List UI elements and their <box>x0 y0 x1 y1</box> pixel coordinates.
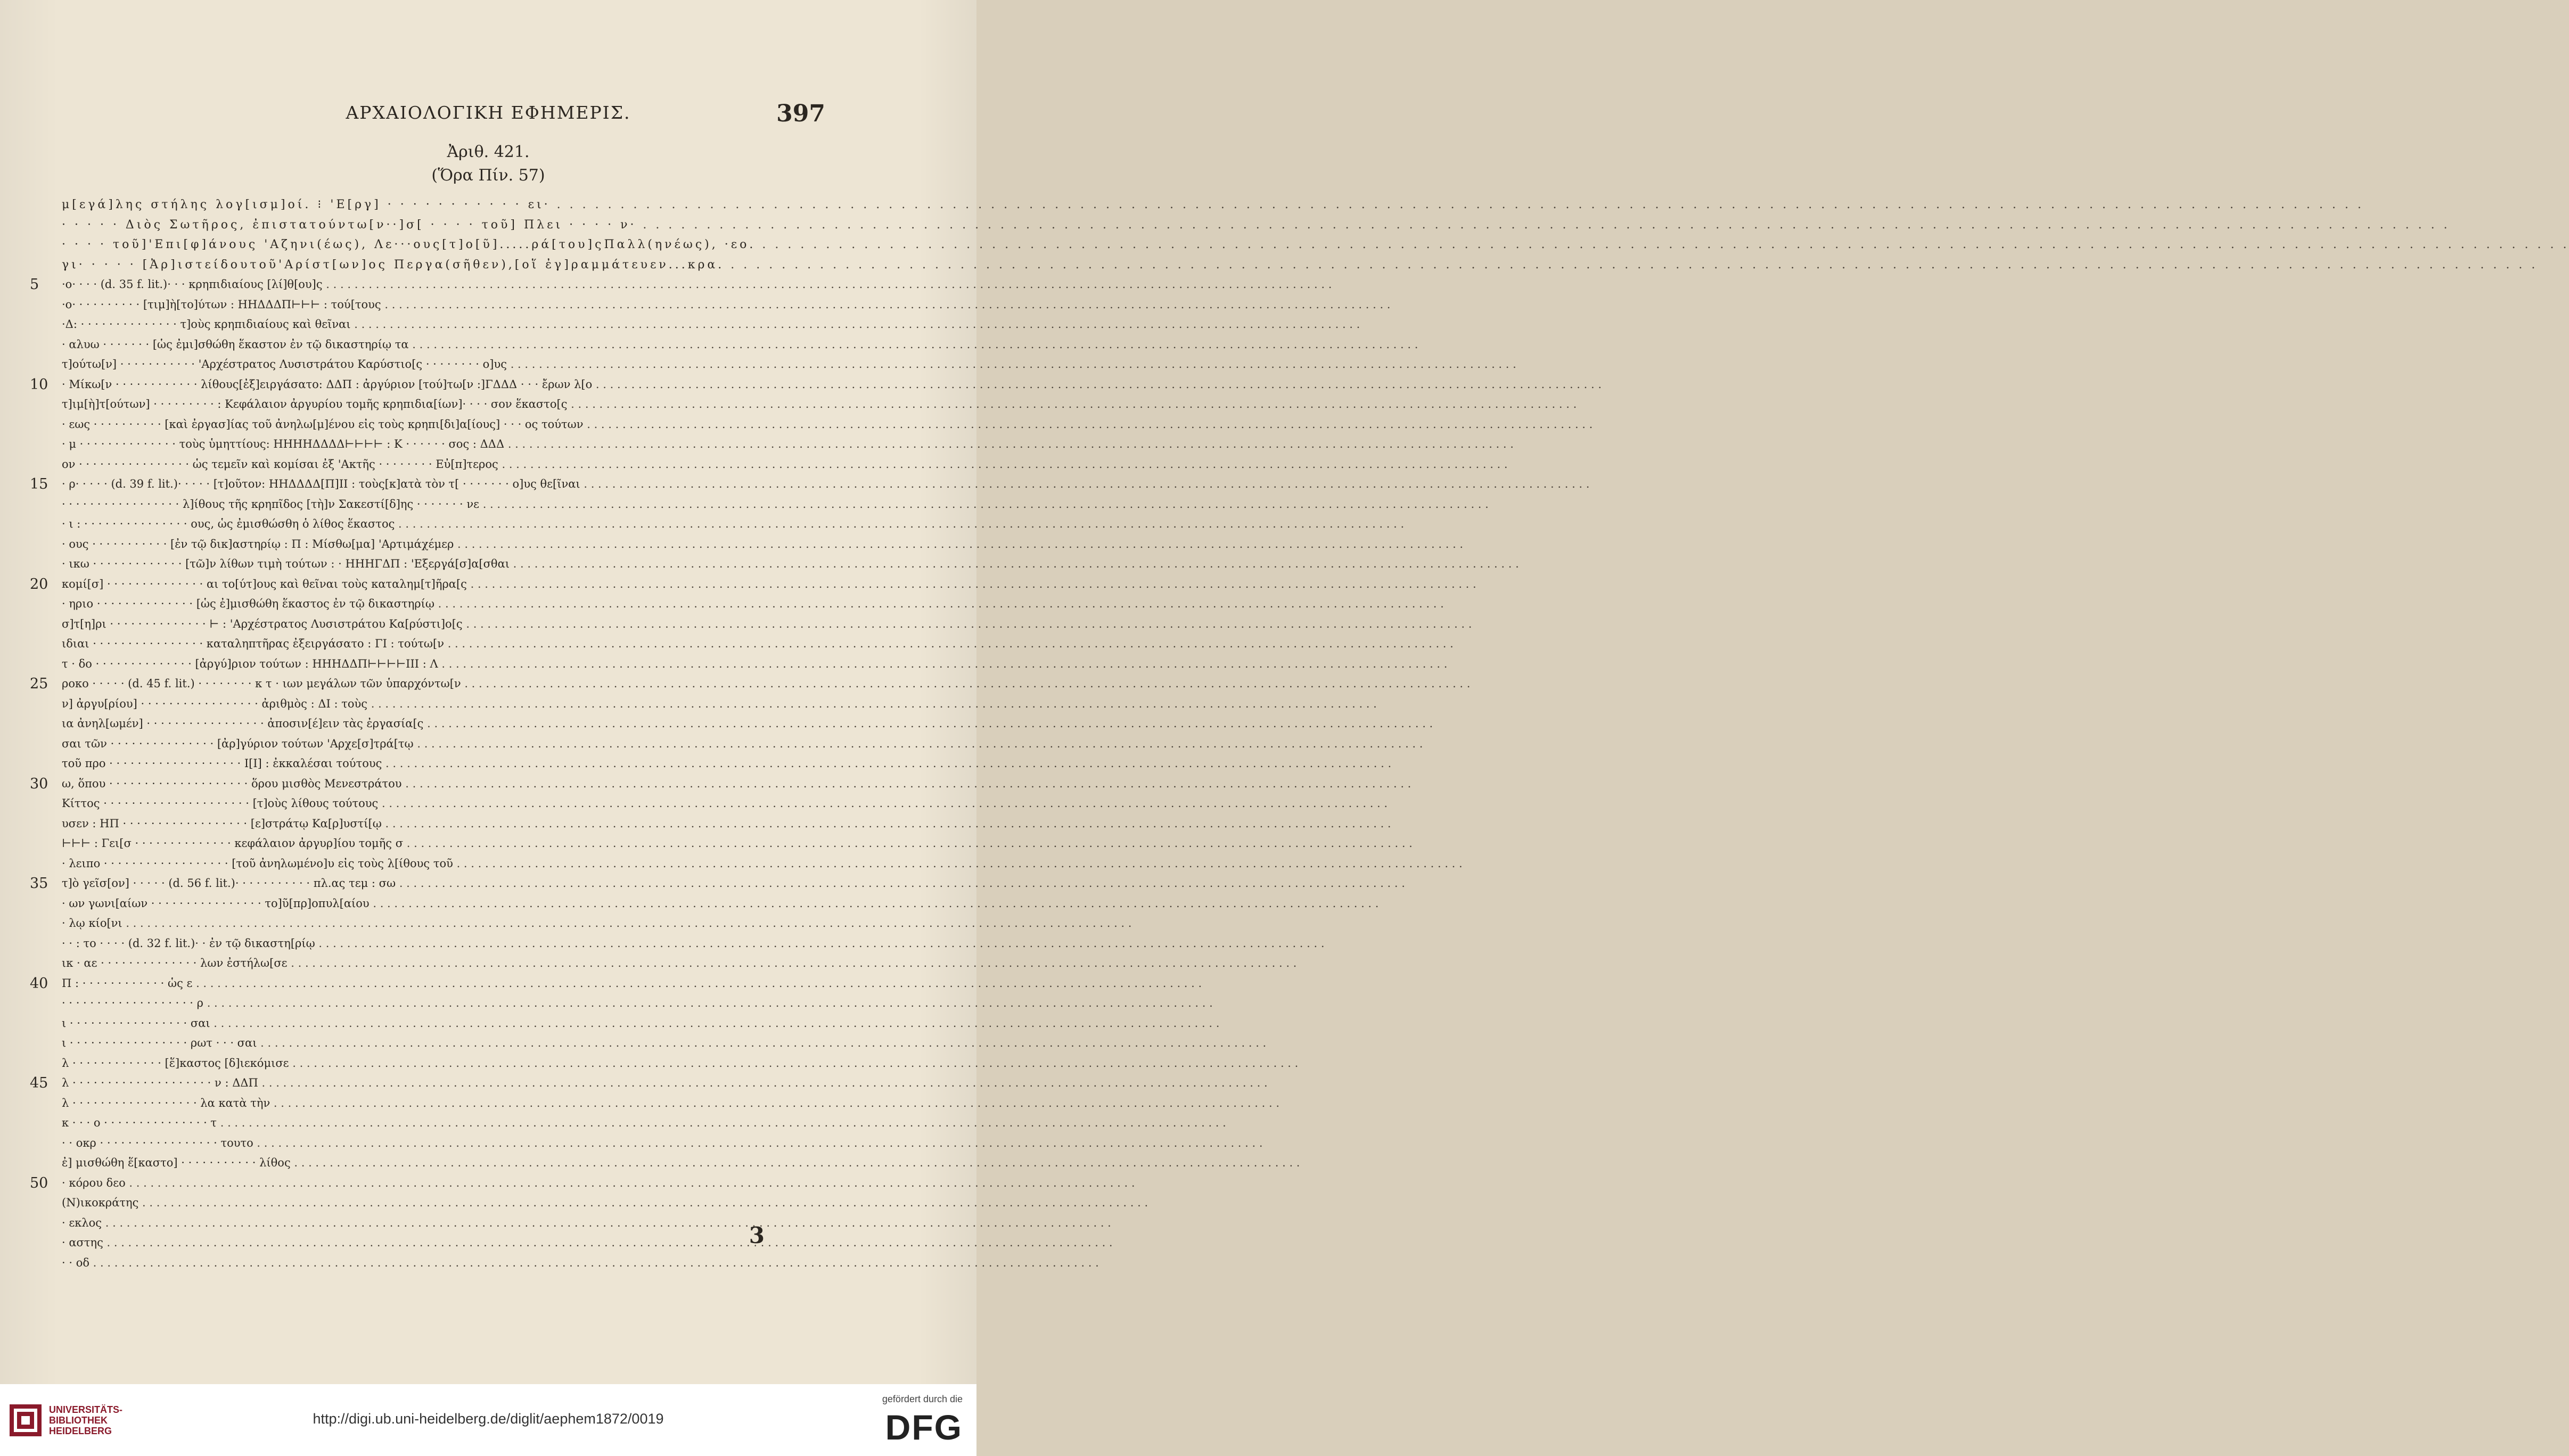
line-text: κομί[σ] · · · · · · · · · · · · · · αι το[ύτ]ους καὶ θεῖναι τοὺς καταλημ[τ]ῆρα[ς . . . <box>62 574 828 595</box>
line-text: κ · · · ο · · · · · · · · · · · · · · · τ . . . <box>62 1113 828 1133</box>
inscription-line <box>40 335 828 355</box>
inscription-line <box>40 654 828 674</box>
line-text: · · οδ . . . <box>62 1253 828 1273</box>
inscription-line <box>30 375 828 395</box>
inscription-line <box>40 554 828 574</box>
line-text: · ικω · · · · · · · · · · · · · [τῶ]ν λίθων τιμὴ τούτων : · ΗΗΗΓΔΠ : 'Εξεργά[σ]α[σθαι . . . <box>62 554 828 574</box>
line-number: 20 <box>30 575 48 593</box>
library-name-line-1: UNIVERSITÄTS- <box>49 1404 123 1415</box>
line-text: · κόρου δεο . . . <box>62 1173 828 1194</box>
inscription-line <box>30 974 828 994</box>
inscription-line <box>40 734 828 754</box>
inscription-line <box>40 854 828 874</box>
inscription-line <box>40 1233 828 1253</box>
inscription-line <box>40 434 828 455</box>
inscription-line <box>30 1173 828 1194</box>
line-text: · · · · · · · · · · · · · · · · · · · ρ . . . <box>62 993 828 1014</box>
scanned-page <box>0 0 976 1384</box>
inscription-line <box>40 594 828 614</box>
line-number: 40 <box>30 975 48 992</box>
inscription-line <box>40 814 828 834</box>
line-text: · ι : · · · · · · · · · · · · · · · ους, ὡς ἐμισθώσθη ὁ λίθος ἕκαστος . . . <box>62 514 828 534</box>
line-number: 25 <box>30 676 48 692</box>
inscription-line <box>40 455 828 475</box>
line-text: · λῳ κίο[νι . . . <box>62 914 828 934</box>
inscription-line <box>30 874 828 894</box>
inscription-line <box>40 215 828 235</box>
line-text: · αστης . . . <box>62 1233 828 1253</box>
line-text: μ[εγά]λης στήλης λογ[ισμ]οί. ⁝ 'Ε[ργ] · · · · · · · · · · · ει· . . . <box>62 195 828 215</box>
line-text: λ · · · · · · · · · · · · · · · · · · · · ν : ΔΔΠ . . . <box>62 1073 828 1093</box>
line-text: τ]ὸ γεῖσ[ον] · · · · · (d. 56 f. lit.)· · · · · · · · · · · πλ.ας τεμ : σω . . . <box>62 874 828 894</box>
line-number: 10 <box>30 376 48 393</box>
line-text: · · · · τοῦ]'Επι[φ]άνους 'Αζηνι(έως), Λε···ους[τ]ο[ῦ].....ρά[του]ςΠαλλ(ηνέως), ·εο. . . . <box>62 235 828 255</box>
line-text: · Μίκω[ν · · · · · · · · · · · · λίθους[ἐξ]ειργάσατο: ΔΔΠ : ἀργύριον [τού]τω[ν :]ΓΔΔΔ · · · ἔρων λ[ο . . . <box>62 375 828 395</box>
inscription-line <box>30 574 828 595</box>
inscription-line <box>30 474 828 495</box>
inscription-line <box>30 275 828 295</box>
line-text: · · · · · Διὸς Σωτῆρος, ἐπιστατούντω[ν··]σ[ · · · · τοῦ] Πλει · · · · ν· . . . <box>62 215 828 235</box>
line-text: ικ · αε · · · · · · · · · · · · · · λων ἐστήλω[σε . . . <box>62 953 828 974</box>
inscription-line <box>40 1133 828 1154</box>
line-text: · λειπο · · · · · · · · · · · · · · · · · · [τοῦ ἀνηλωμένο]υ εἰς τοὺς λ[ίθους τοῦ . . . <box>62 854 828 874</box>
inscription-line <box>40 834 828 854</box>
inscription-line <box>40 754 828 774</box>
inscription-line <box>40 1014 828 1034</box>
inscription-line <box>40 614 828 635</box>
line-text: Κίττος · · · · · · · · · · · · · · · · · · · · · [τ]οὺς λίθους τούτους . . . <box>62 794 828 814</box>
dfg-logo[interactable]: DFG <box>885 1408 963 1447</box>
line-text: ἐ] μισθώθη ἕ[καστο] · · · · · · · · · · · λίθος . . . <box>62 1153 828 1173</box>
line-text: ροκο · · · · · (d. 45 f. lit.) · · · · · · · · κ τ · ιων μεγάλων τῶν ὑπαρχόντω[ν . . . <box>62 674 828 694</box>
inscription-line <box>40 894 828 914</box>
inscription-line <box>40 714 828 734</box>
library-name-line-3: HEIDELBERG <box>49 1426 112 1436</box>
line-number: 35 <box>30 875 48 892</box>
line-number: 30 <box>30 775 48 792</box>
line-text: ιδιαι · · · · · · · · · · · · · · · · καταληπτῆρας ἐξειργάσατο : ΓΙ : τούτω[ν . . . <box>62 634 828 654</box>
inscription-line <box>40 534 828 555</box>
line-text: · ρ· · · · · (d. 39 f. lit.)· · · · · [τ]οῦτον: ΗΗΔΔΔΔ[Π]ΙΙ : τοὺς[κ]ατὰ τὸν τ[ · · · · · · · ο]υς θε[ῖναι . . . <box>62 474 828 495</box>
line-text: (Ν)ικοκράτης . . . <box>62 1193 828 1213</box>
inscription-line <box>40 993 828 1014</box>
line-text: ον · · · · · · · · · · · · · · · · ὡς τεμεῖν καὶ κομίσαι ἐξ 'Ακτῆς · · · · · · · · Εὐ[π]τερος . . . <box>62 455 828 475</box>
footer-bar <box>0 1384 976 1456</box>
running-title: ΑΡΧΑΙΟΛΟΓΙΚΗ ΕΦΗΜΕΡΙΣ. <box>346 102 631 123</box>
library-name-line-2: BIBLIOTHEK <box>49 1415 108 1426</box>
line-text: ι · · · · · · · · · · · · · · · · · σαι . . . <box>62 1014 828 1034</box>
line-text: ·ο· · · · · · · · · · [τιμ]ὴ[το]ύτων : ΗΗΔΔΔΠ⊢⊢⊢ : τού[τους . . . <box>62 295 828 315</box>
inscription-text <box>30 195 828 1273</box>
inscription-line <box>40 914 828 934</box>
inscription-title: Ἀριθ. 421. <box>447 143 530 161</box>
line-text: ν] ἀργυ[ρίου] · · · · · · · · · · · · · · · · · ἀριθμὸς : ΔΙ : τοὺς . . . <box>62 694 828 714</box>
line-text: τ · δο · · · · · · · · · · · · · · [ἀργύ]ριον τούτων : ΗΗΗΔΔΠ⊢⊢⊢⊢ΙΙΙ : Λ . . . <box>62 654 828 674</box>
line-number: 5 <box>30 276 39 293</box>
inscription-line <box>40 634 828 654</box>
line-text: · ους · · · · · · · · · · · [ἐν τῷ δικ]αστηρίῳ : Π : Μίσθω[μα] 'Αρτιμάχέμερ . . . <box>62 534 828 555</box>
line-text: ω, ὅπου · · · · · · · · · · · · · · · · · · · · ὅρου μισθὸς Μενεστράτου . . . <box>62 774 828 794</box>
inscription-line <box>40 1193 828 1213</box>
inscription-line <box>40 794 828 814</box>
inscription-line <box>40 1253 828 1273</box>
line-text: υσεν : ΗΠ · · · · · · · · · · · · · · · · · · [ε]στράτῳ Κα[ρ]υστί[ῳ . . . <box>62 814 828 834</box>
line-text: λ · · · · · · · · · · · · · [ἕ]καστος [δ]ιεκόμισε . . . <box>62 1054 828 1074</box>
line-text: · αλυω · · · · · · · [ὡς ἐμι]σθώθη ἕκαστον ἐν τῷ δικαστηρίῳ τα . . . <box>62 335 828 355</box>
inscription-line <box>40 195 828 215</box>
inscription-line <box>40 1213 828 1233</box>
line-text: · εκλος . . . <box>62 1213 828 1233</box>
inscription-line <box>40 295 828 315</box>
line-text: σ]τ[η]ρι · · · · · · · · · · · · · · ⊢ : 'Αρχέστρατος Λυσιστράτου Κα[ρύστι]ο[ς . . . <box>62 614 828 635</box>
inscription-line <box>40 355 828 375</box>
inscription-line <box>40 394 828 415</box>
inscription-plate-note: (Ὅρα Πίν. 57) <box>431 166 545 185</box>
line-text: · · · · · · · · · · · · · · · · · λ]ίθους τῆς κρηπῖδος [τὴ]ν Σακεστί[δ]ης · · · · · · · νε . . . <box>62 495 828 515</box>
line-text: γι· · · · · [Ἀρ]ιστείδουτοῦ'Αρίστ[ων]ος Περγα(σῆθεν),[οἵ ἐγ]ραμμάτευεν...κρα. . . . <box>62 255 828 275</box>
line-number: 45 <box>30 1075 48 1091</box>
line-text: τοῦ προ · · · · · · · · · · · · · · · · · · · Ι[Ι] : ἐκκαλέσαι τούτους . . . <box>62 754 828 774</box>
inscription-line <box>40 1093 828 1114</box>
inscription-line <box>40 1113 828 1133</box>
line-text: λ · · · · · · · · · · · · · · · · · · λα κατὰ τὴν . . . <box>62 1093 828 1114</box>
inscription-line <box>40 1054 828 1074</box>
line-text: · ηριο · · · · · · · · · · · · · · [ὡς ἐ]μισθώθη ἕκαστος ἐν τῷ δικαστηρίῳ . . . <box>62 594 828 614</box>
line-text: ·Δ: · · · · · · · · · · · · · · τ]οὺς κρηπιδιαίους καὶ θεῖναι . . . <box>62 315 828 335</box>
permalink-url[interactable]: http://digi.ub.uni-heidelberg.de/diglit/aephem1872/0019 <box>313 1411 664 1427</box>
page-number: 397 <box>776 100 825 127</box>
inscription-line <box>30 1073 828 1093</box>
line-text: τ]ούτω[ν] · · · · · · · · · · · 'Αρχέστρατος Λυσιστράτου Καρύστιο[ς · · · · · · · · ο]υς . . . <box>62 355 828 375</box>
inscription-line <box>40 315 828 335</box>
line-text: · · οκρ · · · · · · · · · · · · · · · · · τουτο . . . <box>62 1133 828 1154</box>
inscription-line <box>40 415 828 435</box>
inscription-line <box>40 1033 828 1054</box>
line-text: ⊢⊢⊢ : Γει[σ · · · · · · · · · · · · · · κεφάλαιον ἀργυρ]ίου τομῆς σ . . . <box>62 834 828 854</box>
line-text: σαι τῶν · · · · · · · · · · · · · · · [ἀρ]γύριον τούτων 'Αρχε[σ]τρά[τῳ . . . <box>62 734 828 754</box>
inscription-line <box>40 514 828 534</box>
line-text: · μ · · · · · · · · · · · · · · τοὺς ὑμηττίους: ΗΗΗΗΔΔΔΔ⊢⊢⊢⊢ : Κ · · · · · · σος : ΔΔΔ . . . <box>62 434 828 455</box>
inscription-line <box>40 934 828 954</box>
line-text: ι · · · · · · · · · · · · · · · · · ρωτ · · · σαι . . . <box>62 1033 828 1054</box>
inscription-line <box>40 953 828 974</box>
line-number: 15 <box>30 476 48 492</box>
line-text: · ων γωνι[αίων · · · · · · · · · · · · · · · · το]ῦ[πρ]οπυλ[αίου . . . <box>62 894 828 914</box>
line-text: · εως · · · · · · · · · · [καὶ ἐργασ]ίας τοῦ ἀνηλω[μ]ένου εἰς τοὺς κρηπι[δι]α[ίους] · · · ος τούτων . . . <box>62 415 828 435</box>
line-number: 50 <box>30 1174 48 1191</box>
line-text: · · : το · · · · (d. 32 f. lit.)· · ἐν τῷ δικαστη[ρίῳ . . . <box>62 934 828 954</box>
inscription-line <box>40 495 828 515</box>
signature-mark: 3 <box>749 1222 765 1248</box>
line-text: ·ο· · · · (d. 35 f. lit.)· · · κρηπιδιαίους [λί]θ[ου]ς . . . <box>62 275 828 295</box>
line-text: τ]ιμ[ὴ]τ[ούτων] · · · · · · · · · : Κεφάλαιον ἀργυρίου τομῆς κρηπιδια[ίων]· · · · σον ἕκαστο[ς . . . <box>62 394 828 415</box>
line-text: Π : · · · · · · · · · · · · ὡς ε . . . <box>62 974 828 994</box>
inscription-line <box>40 694 828 714</box>
inscription-line <box>40 255 828 275</box>
inscription-line <box>30 774 828 794</box>
inscription-line <box>40 235 828 255</box>
inscription-line <box>40 1153 828 1173</box>
inscription-line <box>30 674 828 694</box>
funder-label: gefördert durch die <box>882 1394 963 1404</box>
line-text: ια ἀνηλ[ωμέν] · · · · · · · · · · · · · · · · · ἀποσιν[έ]ειν τὰς ἐργασία[ς . . . <box>62 714 828 734</box>
